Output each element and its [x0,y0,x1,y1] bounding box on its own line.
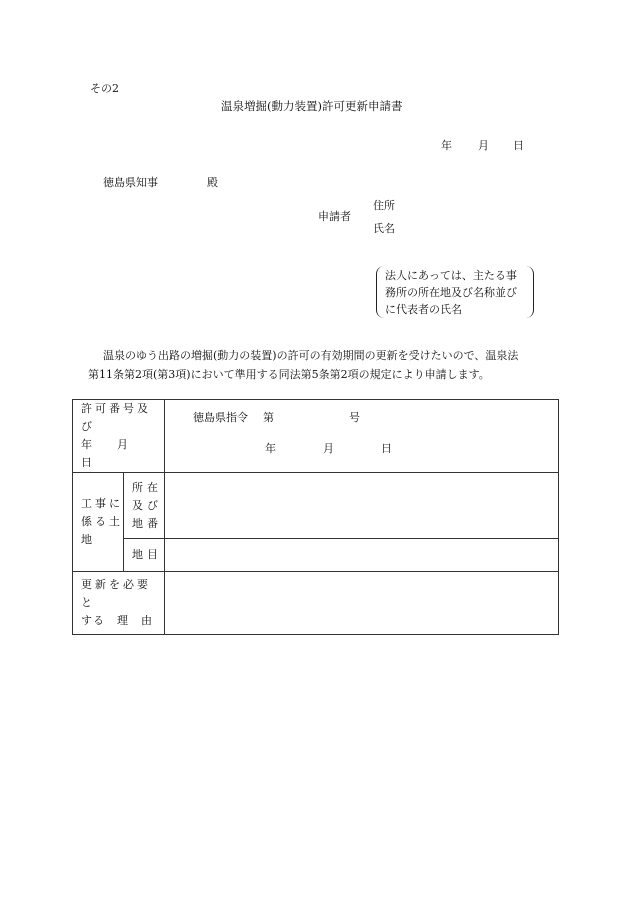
reason-label-line-2: する 理 由 [81,614,153,627]
permit-day: 日 [381,442,392,455]
addressee-name: 徳島県知事 [103,176,158,189]
date-year: 年 [441,139,452,152]
date-day: 日 [513,139,524,152]
location-value-cell[interactable] [165,473,559,539]
permit-month: 月 [323,442,334,455]
permit-label-cell [73,400,165,473]
addressee-honorific: 殿 [207,176,218,189]
permit-dai: 第 [263,411,274,424]
permit-label-line-1: 許可番号及び [81,402,151,433]
permit-label-line-2: 年 月 日 [81,438,153,469]
permit-prefix: 徳島県指令 [193,411,248,424]
body-text-line-2: 第11条第2項(第3項)において準用する同法第5条第2項の規定により申請します。 [88,368,490,381]
landcat-label: 地目 [132,548,162,561]
land-label-line-2: 係る土 [81,515,123,528]
location-label-line-3: 地番 [132,516,162,530]
reason-value-cell[interactable] [165,572,559,635]
land-label-cell [73,473,124,572]
location-label-line-2: 及び [132,498,162,512]
form-number: その2 [90,82,119,95]
location-label-line-1: 所在 [132,480,162,494]
land-label-line-3: 地 [81,533,96,546]
date-month: 月 [478,139,489,152]
landcat-value-cell[interactable] [165,539,559,572]
corporate-note-line-2: 務所の所在地及び名称並び [385,286,517,299]
applicant-label: 申請者 [318,210,351,223]
applicant-name-label: 氏名 [373,222,395,235]
permit-value-cell[interactable] [165,400,559,473]
corporate-note-line-1: 法人にあっては、主たる事 [385,269,517,282]
applicant-address-label: 住所 [373,199,395,212]
reason-row [73,572,559,635]
land-label-line-1: 工事に [81,497,123,510]
application-table [72,399,559,635]
reason-label-cell [73,572,165,635]
location-row [73,473,559,539]
landcat-label-cell [124,539,165,572]
reason-label-line-1: 更新を必要と [81,578,151,609]
landcat-row [73,539,559,572]
permit-row [73,400,559,473]
location-label-cell [124,473,165,539]
corporate-note-line-3: に代表者の氏名 [385,303,462,316]
body-text-line-1: 温泉のゆう出路の増掘(動力の装置)の許可の有効期間の更新を受けたいので、温泉法 [103,349,519,362]
permit-gou: 号 [349,411,360,424]
permit-year: 年 [265,442,276,455]
form-title: 温泉増掘(動力装置)許可更新申請書 [221,99,403,113]
